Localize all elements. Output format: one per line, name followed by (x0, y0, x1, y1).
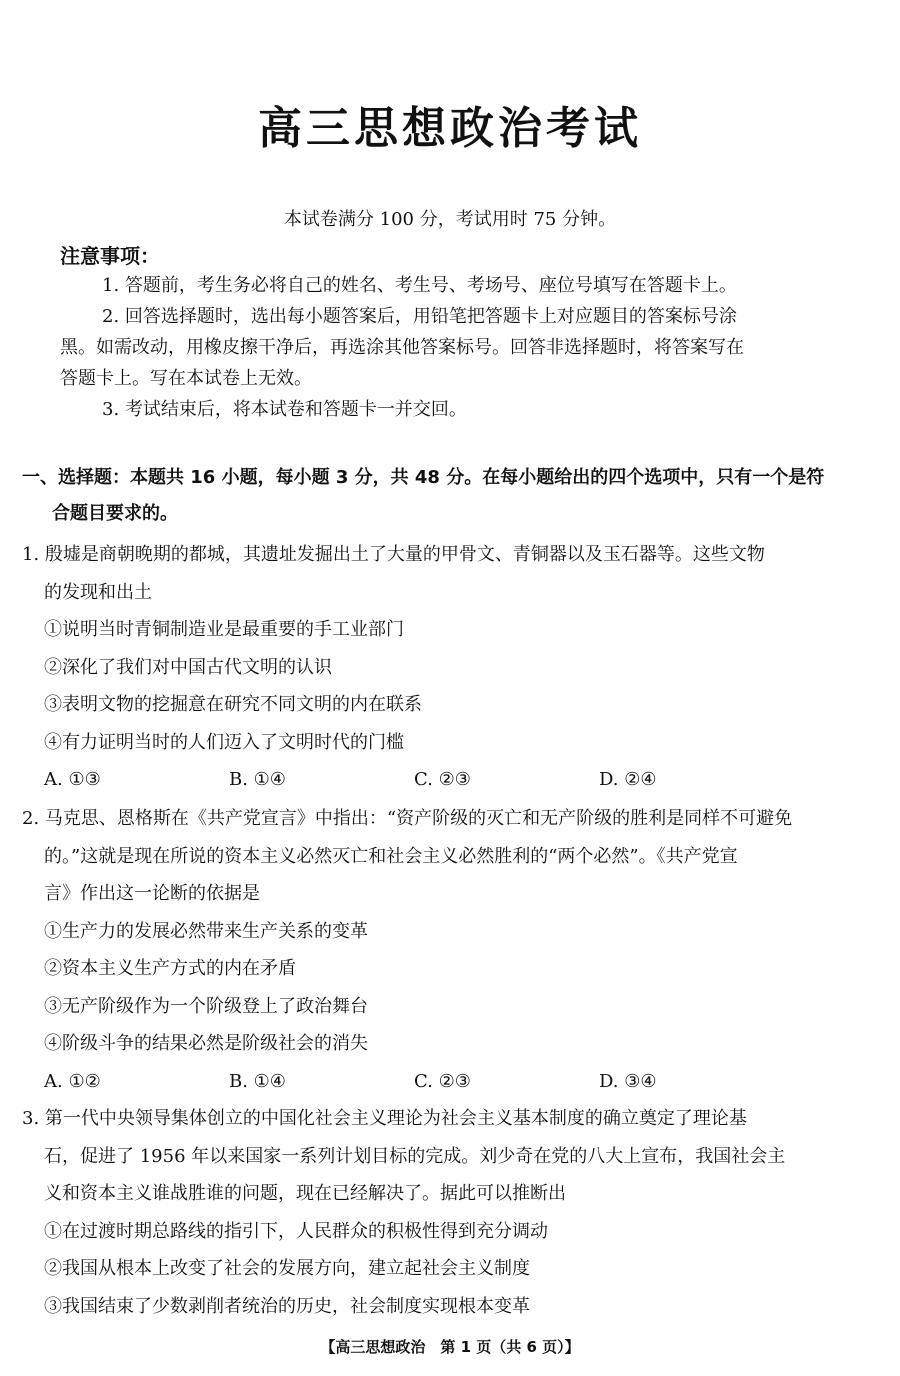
stem-line: 石，促进了 1956 年以来国家一系列计划目标的完成。刘少奇在党的八大上宣布，我国社会主 (44, 1145, 786, 1167)
answer-choice-b: B. ①④ (229, 769, 286, 790)
answer-choice-d: D. ③④ (599, 1070, 657, 1092)
question-2 (22, 800, 872, 1100)
answer-choice-a: A. ①③ (44, 769, 101, 790)
statement-option: ①在过渡时期总路线的指引下，人民群众的积极性得到充分调动 (44, 1220, 548, 1242)
notice-item-continued: 黑。如需改动，用橡皮擦干净后，再选涂其他答案标号。回答非选择题时，将答案写在 (60, 337, 744, 358)
answer-choice-c: C. ②③ (414, 769, 471, 790)
section-heading-line: 合题目要求的。 (52, 503, 178, 524)
answer-choices (22, 761, 872, 799)
notice-item: 3. 考试结束后，将本试卷和答题卡一并交回。 (102, 399, 467, 420)
stem-line: 的发现和出土 (44, 581, 152, 603)
notice-item-continued: 答题卡上。写在本试卷上无效。 (60, 368, 312, 389)
answer-choice-d: D. ②④ (599, 769, 657, 790)
question-3 (22, 1100, 872, 1325)
stem-line: 3. 第一代中央领导集体创立的中国化社会主义理论为社会主义基本制度的确立奠定了理论基 (22, 1108, 747, 1129)
notice-list (60, 270, 850, 425)
section-heading-line: 一、选择题：本题共 16 小题，每小题 3 分，共 48 分。在每小题给出的四个选项中，只有一个是符 (22, 467, 825, 488)
answer-choice-c: C. ②③ (414, 1070, 471, 1092)
statement-option: ④阶级斗争的结果必然是阶级社会的消失 (44, 1033, 368, 1054)
question-stem (22, 536, 872, 611)
statement-option: ③我国结束了少数剥削者统治的历史，社会制度实现根本变革 (44, 1295, 530, 1317)
exam-info: 本试卷满分 100 分，考试用时 75 分钟。 (283, 209, 617, 230)
statement-option: ②我国从根本上改变了社会的发展方向，建立起社会主义制度 (44, 1258, 530, 1279)
notice-heading: 注意事项： (60, 244, 160, 268)
question-stem (22, 800, 872, 913)
answer-choice-b: B. ①④ (229, 1070, 286, 1092)
question-stem (22, 1100, 872, 1213)
stem-line: 言》作出这一论断的依据是 (44, 883, 260, 904)
answer-choice-a: A. ①② (44, 1070, 101, 1092)
statement-option: ②深化了我们对中国古代文明的认识 (44, 656, 332, 678)
stem-line: 2. 马克思、恩格斯在《共产党宣言》中指出：“资产阶级的灭亡和无产阶级的胜利是同样不可避免 (22, 808, 793, 829)
stem-line: 的。”这就是现在所说的资本主义必然灭亡和社会主义必然胜利的“两个必然”。《共产党宣 (44, 845, 738, 867)
page-footer: 【高三思想政治 第 1 页（共 6 页）】 (320, 1338, 580, 1356)
statement-option: ①生产力的发展必然带来生产关系的变革 (44, 920, 368, 942)
section-heading (22, 460, 872, 532)
answer-choices (22, 1063, 872, 1101)
statement-option: ①说明当时青铜制造业是最重要的手工业部门 (44, 619, 404, 640)
stem-line: 义和资本主义谁战胜谁的问题，现在已经解决了。据此可以推断出 (44, 1183, 566, 1204)
notice-item: 1. 答题前，考生务必将自己的姓名、考生号、考场号、座位号填写在答题卡上。 (102, 275, 737, 296)
question-1 (22, 536, 872, 799)
statement-option: ②资本主义生产方式的内在矛盾 (44, 958, 296, 979)
statement-option: ③无产阶级作为一个阶级登上了政治舞台 (44, 995, 368, 1017)
stem-line: 1. 殷墟是商朝晚期的都城，其遗址发掘出土了大量的甲骨文、青铜器以及玉石器等。这些文物 (22, 544, 765, 565)
notice-item: 2. 回答选择题时，选出每小题答案后，用铅笔把答题卡上对应题目的答案标号涂 (102, 306, 737, 327)
statement-option: ③表明文物的挖掘意在研究不同文明的内在联系 (44, 694, 422, 715)
statement-option: ④有力证明当时的人们迈入了文明时代的门槛 (44, 731, 404, 753)
page-title: 高三思想政治考试 (258, 103, 642, 154)
